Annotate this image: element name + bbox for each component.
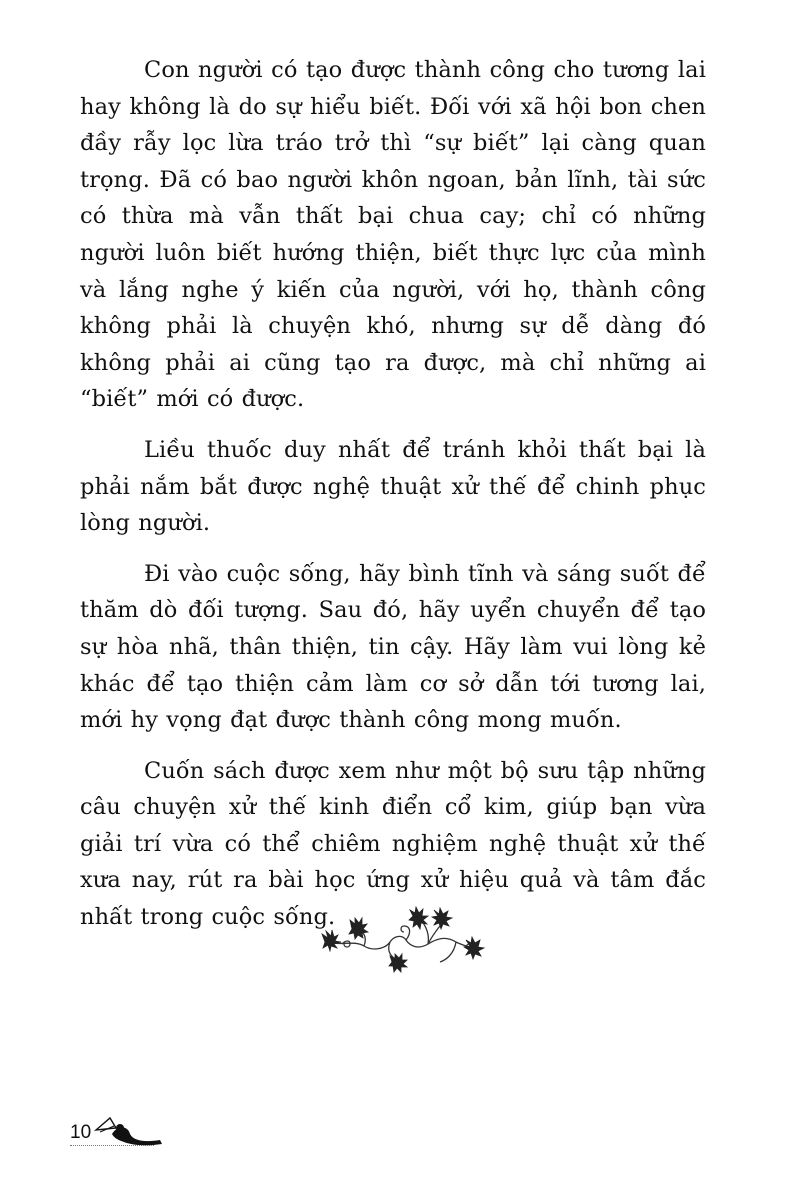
paragraph-4: Cuốn sách được xem như một bộ sưu tập những câu chuyện xử thế kinh điển cổ kim, giúp bạn vừa giải trí vừa có thể chiêm nghiệm nghệ thuật xử thế xưa nay, rút ra bài học ứng xử hiệu quả và tâm đắc nhất trong cuộc sống. [80,757,706,931]
body-text [80,52,706,950]
page-number: 10 [70,1122,92,1143]
paragraph-1: Con người có tạo được thành công cho tương lai hay không là do sự hiểu biết. Đối với xã hội bon chen đầy rẫy lọc lừa tráo trở thì “sự biết” lại càng quan trọng. Đã có bao người khôn ngoan, bản lĩnh, tài sức có thừa mà vẫn thất bại chua cay; chỉ có những người luôn biết hướng thiện, biết thực lực của mình và lắng nghe ý kiến của người, với họ, thành công không phải là chuyện khó, nhưng sự dễ dàng đó không phải ai cũng tạo ra được, mà chỉ những ai “biết” mới có được. [80,57,706,413]
floral-vine-ornament-icon [306,900,496,980]
footer-divider [70,1145,154,1146]
reading-figure-icon [94,1112,166,1146]
paragraph-3: Đi vào cuộc sống, hãy bình tĩnh và sáng suốt để thăm dò đối tượng. Sau đó, hãy uyển chuyển để tạo sự hòa nhã, thân thiện, tin cậy. Hãy làm vui lòng kẻ khác để tạo thiện cảm làm cơ sở dẫn tới tương lai, mới hy vọng đạt được thành công mong muốn. [80,560,706,734]
paragraph-2: Liều thuốc duy nhất để tránh khỏi thất bại là phải nắm bắt được nghệ thuật xử thế để chinh phục lòng người. [80,436,706,537]
page-footer [70,1108,180,1148]
